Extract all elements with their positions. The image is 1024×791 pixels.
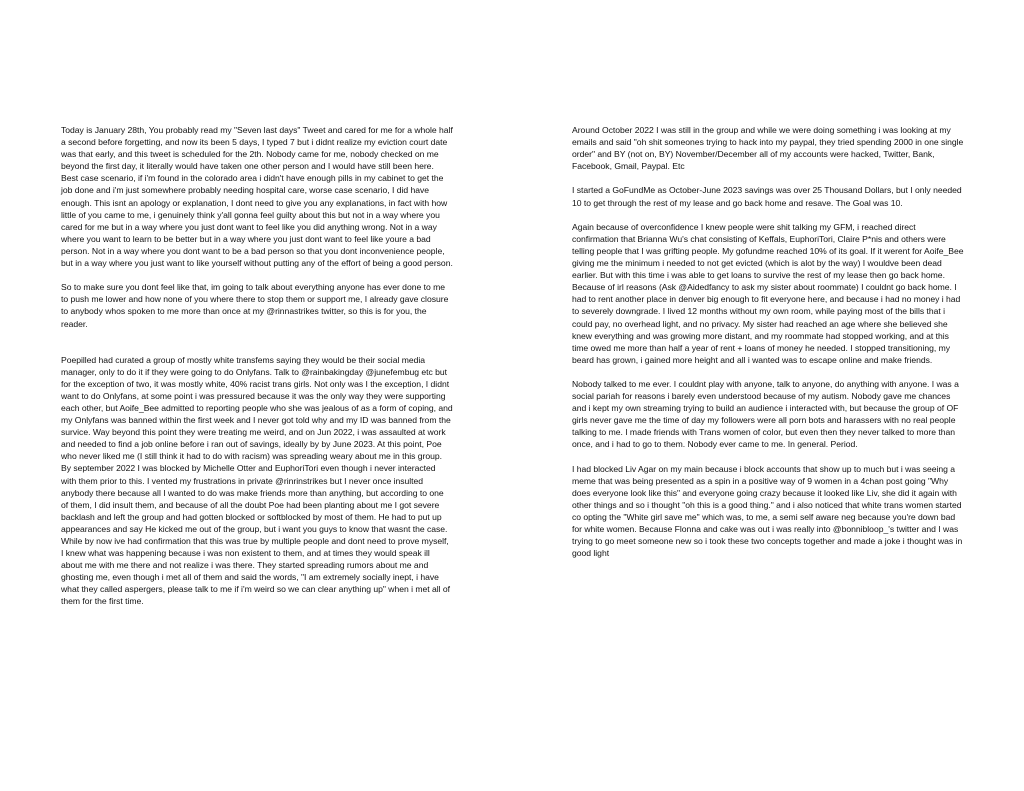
left-paragraph-intro: Today is January 28th, You probably read my "Seven last days" Tweet and cared for me for a whole half a second before forgetting, and now its been 5 days, I typed 7 but i didnt realize my eviction court date was that early, and this tweet is scheduled for the 2th. Nobody came for me, nobody checked on me beyond the first day, it literally would have taken one other person and I would have still been here. Best case scenario, if i'm found in the colorado area i didn't have enough pills in my cabinet to get the job done and i'm just somewhere probably needing hospital care, worse case scenario, I did have enough. This isnt an apology or explanation, I dont need to give you any explanations, in fact with how little of you came to me, i genuinely think y'all gonna feel guilty about this but not in a way where you cared for me but in a way where you just dont want to feel like you did anything wrong. Not in a way where you want to learn to be better but in a way where you just dont want to feel like youre a bad person. Not in a way where you dont want to be a bad person so that you dont inconvenience people, but in a way where you just want to like yourself without putting any of the effort of being a good person.	[61, 125, 453, 269]
right-paragraph-nobody-talked: Nobody talked to me ever. I couldnt play with anyone, talk to anyone, do anything with anyone. I was a social pariah for reasons i barely even understood because of my autism. Nobody gave me chances and i kept my own streaming trying to build an audience i interacted with, but because the group of OF girls never gave me the time of day my followers were all porn bots and harassers with no real people talking to me. I made friends with Trans women of color, but even then they never talked to more than once, and i had to go to them. Nobody ever came to me. In general. Period.	[572, 378, 959, 450]
right-paragraph-hacked: Around October 2022 I was still in the group and while we were doing something i was looking at my emails and said "oh shit someones trying to hack into my paypal, they tried spending 2000 in one single order" and BY (not on, BY) November/December all of my accounts were hacked, Twitter, Bank, Facebook, Gmail, Paypal. Etc	[572, 125, 964, 172]
left-paragraph-poepilled: Poepilled had curated a group of mostly white transfems saying they would be their social media manager, only to do it if they were going to do Onlyfans. Talk to @rainbakingday @junefembug etc but for the exception of two, it was mostly white, 40% racist trans girls. Not only was I the exception, I didnt want to do Onlyfans, at some point i was pressured because it was the only way they were supporting each other, but Aoife_Bee admitted to reporting people who she was jealous of as a form of coping, and my Onlyfans was banned within the first week and I never got told why and my ID was banned from the survice. Way beyond this point they were treating me weird, and on Jun 2022, i was assaulted at work and needed to find a job online before i ran out of savings, ideally by by June 2023. At this point, Poe who never liked me (I still think it had to do with racism) was spreading weary about me in this group. By september 2022 I was blocked by Michelle Otter and EuphoriTori even though i never interacted with them prior to this. I vented my frustrations in private @rinrinstrikes but I never once insulted anybody there because all I wanted to do was make friends more than anything, but according to one of them, I did insult them, and because of all the doubt Poe had been planting about me I got severe backlash and left the group and had gotten blocked or softblocked by most of them. He had to put up appearances and say He kicked me out of the group, but i want you guys to know that wasnt the case. While by now ive had confirmation that this was true by multiple people and dont need to prove myself, I knew what was happening because i was non existent to them, and at times they would speak ill about me with me there and not realize i was there. They started spreading rumors about me and ghosting me, even though i met all of them and said the words, "I am extremely socially inept, i have what they called aspergers, please talk to me if i'm weird so we can clear anything up" when i met all of them for the first time.	[61, 354, 453, 607]
right-paragraph-liv-agar: I had blocked Liv Agar on my main because i block accounts that show up to much but i was seeing a meme that was being presented as a spin in a positive way of 9 women in a 4chan post going "Why does everyone look like this" and everyone going crazy because it looked like Liv, she did it again with other things and so i thought "oh this is a good thing." and i also noticed that white trans women started co opting the "White girl save me" which was, to me, a semi self aware neg because you're down bad for white women. Because Flonna and cake was out i was really into @bonnibloop_'s twitter and I was trying to go meet someone new so i took these two concepts together and made a joke i thought was in good light	[572, 463, 963, 559]
right-page-text	[572, 124, 964, 571]
left-paragraph-closure: So to make sure you dont feel like that, im going to talk about everything anyone has ever done to me to push me lower and how none of you where there to stop them or support me, I already gave closure to anybody whos spoken to me more than once at my @rinnastrikes twitter, so this is for you, the reader.	[61, 282, 449, 329]
right-paragraph-confirmation: Again because of overconfidence I knew people were shit talking my GFM, i reached direct confirmation that Brianna Wu's chat consisting of Keffals, EuphoriTori, Claire P*nis and others were telling people that I was grifting people. My gofundme reached 10% of its goal. If it werent for Aoife_Bee giving me the minimum i needed to not get evicted (which is alot by the way) I wouldve been dead earlier. But with this time i was able to get loans to survive the rest of my lease then go back home. Because of irl reasons (Ask @Aidedfancy to ask my sister about roommate) I couldnt go back home. I had to rent another place in denver big enough to fit everyone here, and because i had no money i had to severely downgrade. I lived 12 months without my own room, while paying most of the bills that i could pay, no overhead light, and no privacy. My sister had reached an age where she believed she knew everything and was growing more distant, and my roommate had stopped working, and at this time owed me more than half a year of rent + loans of money he needed. I stopped transitioning, my beard has grown, i gained more height and all i wanted was to escape online and make friends.	[572, 221, 964, 365]
left-page-text	[61, 124, 453, 620]
right-paragraph-gofundme: I started a GoFundMe as October-June 2023 savings was over 25 Thousand Dollars, but I only needed 10 to get through the rest of my lease and go back home and resave. The Goal was 10.	[572, 185, 962, 208]
